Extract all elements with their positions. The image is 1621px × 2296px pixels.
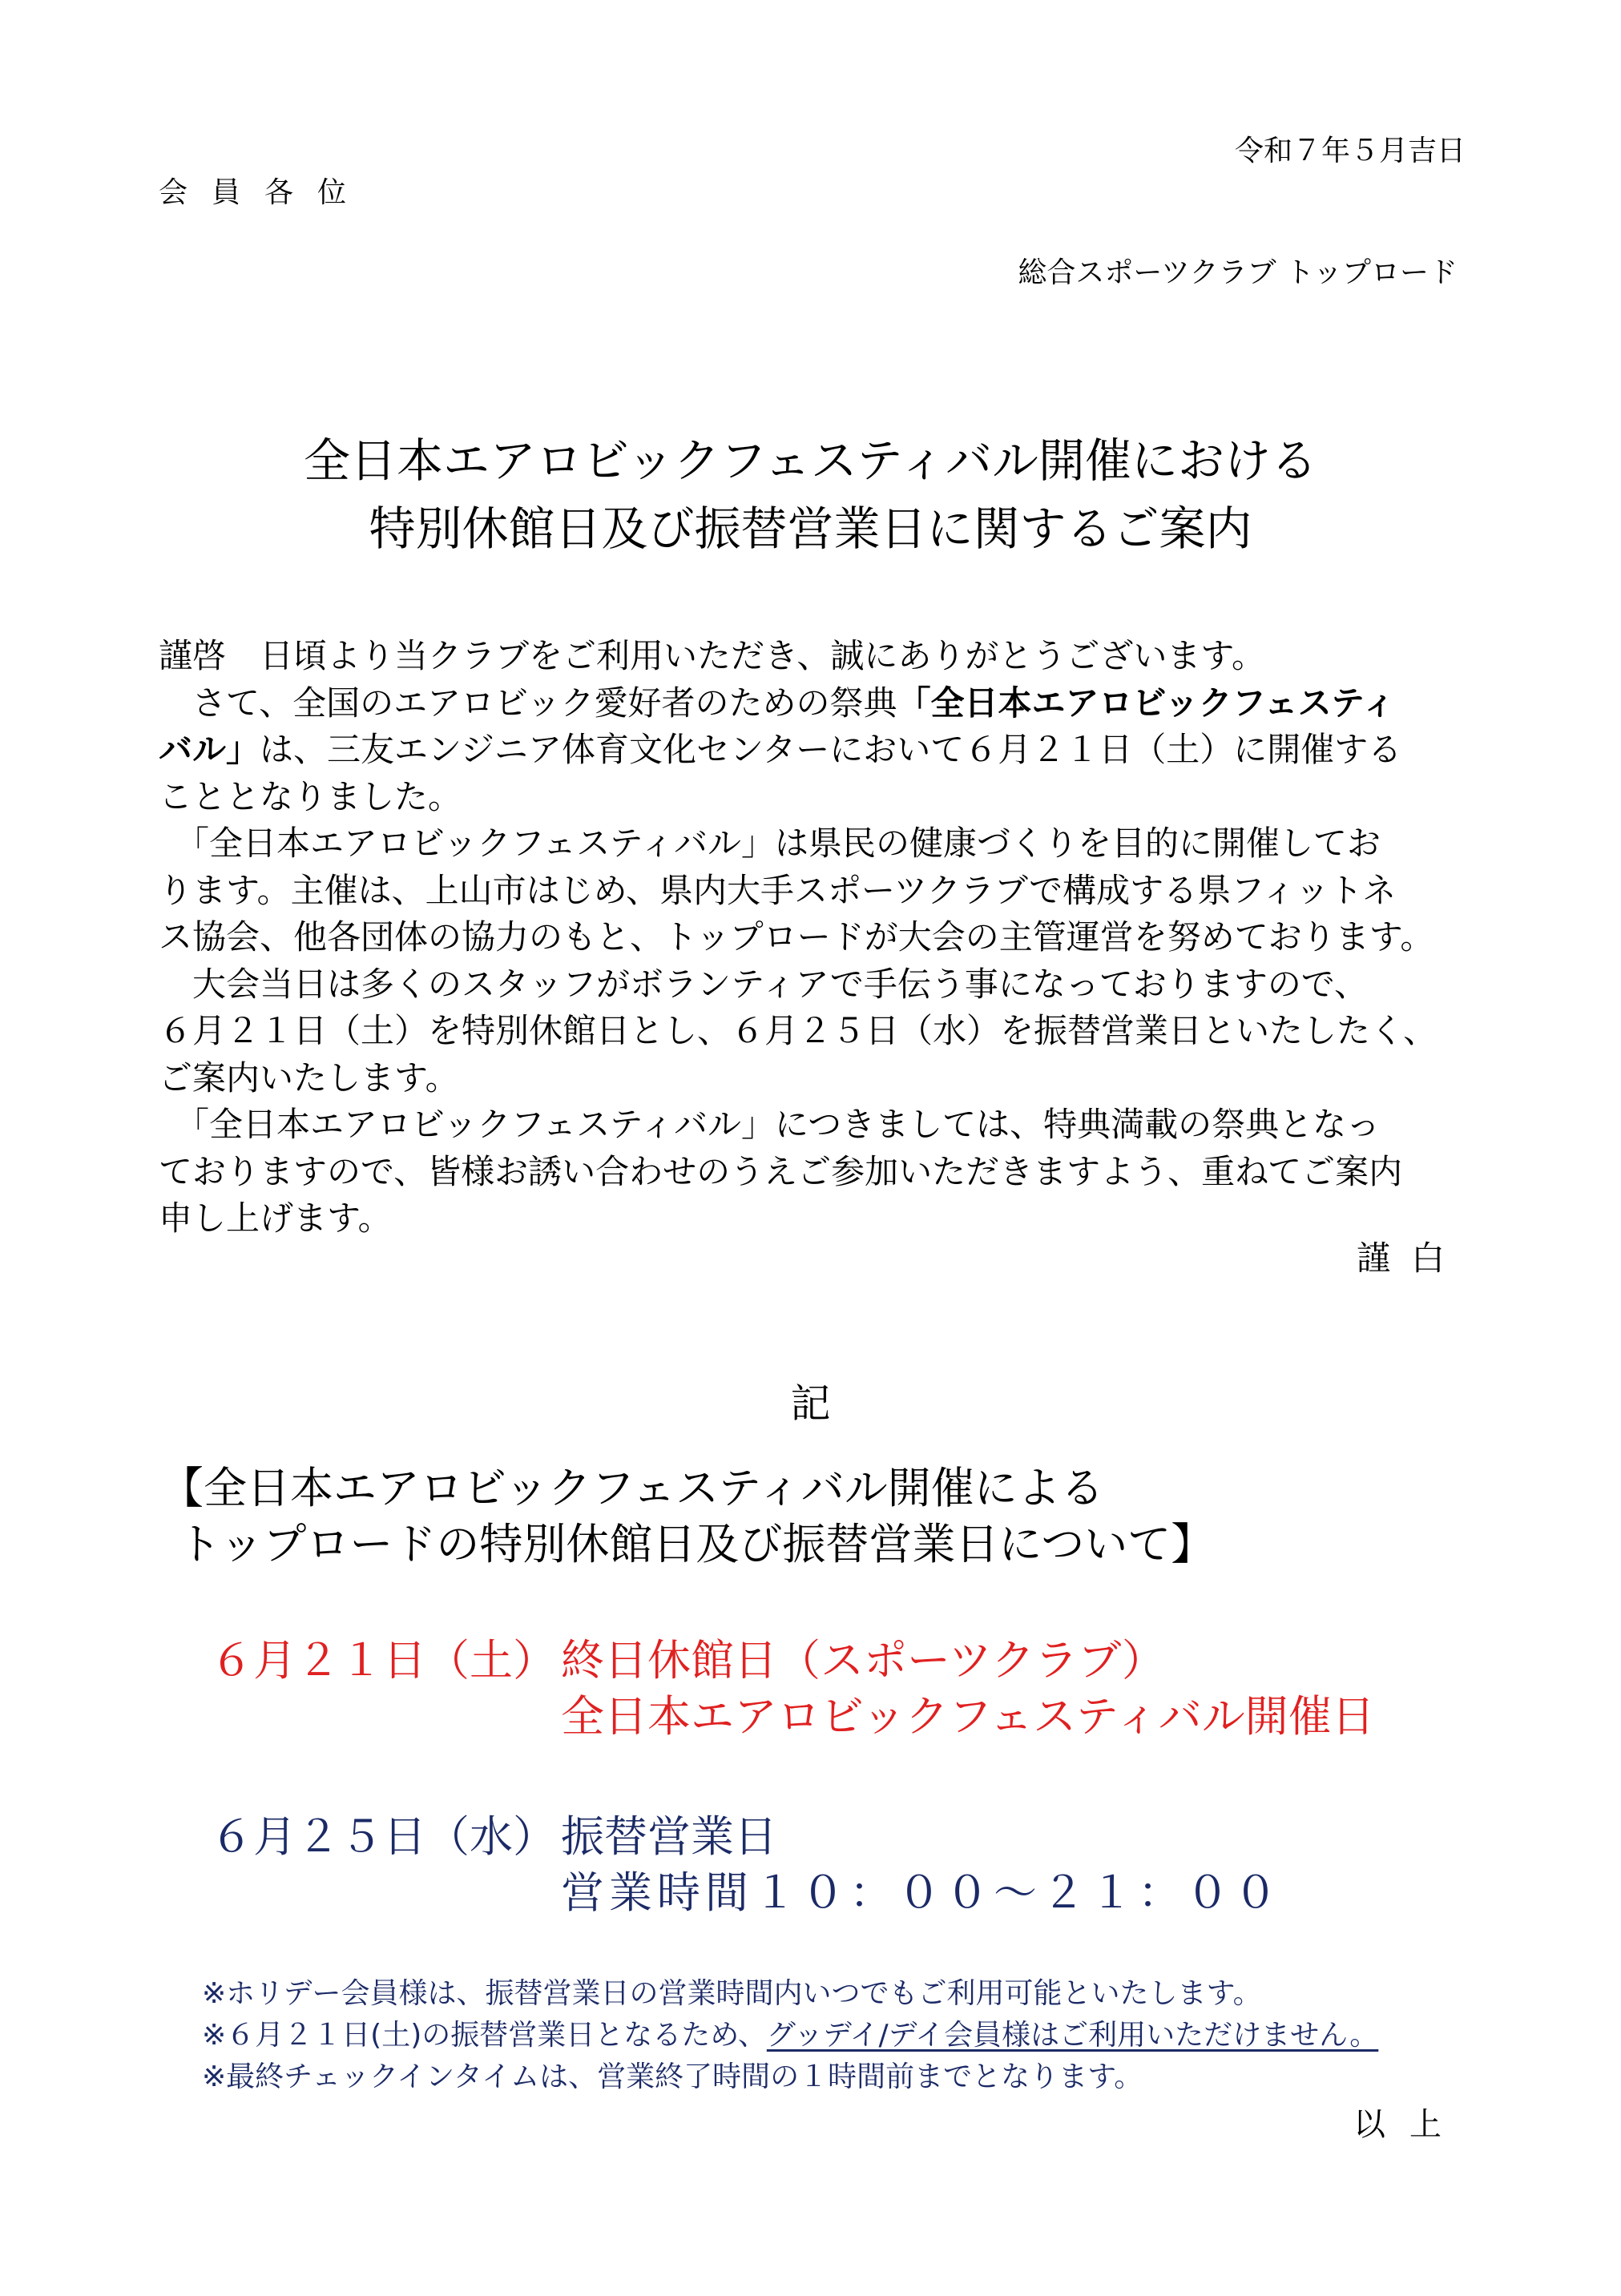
body-line: こととなりました。 xyxy=(159,776,462,816)
note-underlined: グッデイ/デイ会員様はご利用いただけません。 xyxy=(766,2019,1379,2052)
body-line: 謹啓 日頃より当クラブをご利用いただき、誠にありがとうございます。 xyxy=(159,636,1265,675)
closed-label: 終日休館日（スポーツクラブ） xyxy=(561,1635,1165,1686)
notice-heading: 記 xyxy=(790,1380,831,1427)
recipient: 会員各位 xyxy=(159,176,371,209)
document-title-line2: 特別休館日及び振替営業日に関するご案内 xyxy=(369,501,1252,556)
note-day-members: ※６月２１日(土)の振替営業日となるため、グッデイ/デイ会員様はご利用いただけません。 xyxy=(202,2019,1379,2052)
body-line: ておりますので、皆様お誘い合わせのうえご参加いただきますよう、重ねてご案内 xyxy=(159,1151,1403,1191)
festival-name-bold: バル」 xyxy=(159,730,260,769)
body-line: 「全日本エアロビックフェスティバル」につきましては、特典満載の祭典となっ xyxy=(159,1105,1381,1144)
body-line: 「全日本エアロビックフェスティバル」は県民の健康づくりを目的に開催してお xyxy=(159,824,1381,863)
open-label: 振替営業日 xyxy=(561,1811,777,1862)
document-date: 令和７年５月吉日 xyxy=(1234,135,1466,167)
notice-subtitle-line2: トップロードの特別休館日及び振替営業日について】 xyxy=(178,1519,1215,1569)
closed-description: 全日本エアロビックフェスティバル開催日 xyxy=(561,1691,1375,1742)
body-line: 申し上げます。 xyxy=(159,1198,392,1238)
open-date: ６月２５日（水） xyxy=(210,1811,556,1862)
closed-date: ６月２１日（土） xyxy=(210,1635,556,1686)
closing-phrase: 謹白 xyxy=(1356,1239,1466,1278)
note-holiday-members: ※ホリデー会員様は、振替営業日の営業時間内いつでもご利用可能といたします。 xyxy=(202,1977,1262,2010)
body-line: ご案内いたします。 xyxy=(159,1057,459,1098)
festival-name-bold: 「全日本エアロビックフェスティ xyxy=(897,683,1396,723)
body-line: 大会当日は多くのスタッフがボランティアで手伝う事になっておりますので、 xyxy=(159,964,1369,1004)
sender: 総合スポーツクラブ トップロード xyxy=(1018,256,1458,289)
body-line: ス協会、他各団体の協力のもと、トップロードが大会の主管運営を努めております。 xyxy=(159,917,1434,957)
letter-body xyxy=(159,633,1466,1243)
body-line: さて、全国のエアロビック愛好者のための祭典「全日本エアロビックフェスティ xyxy=(159,683,1396,723)
end-mark: 以上 xyxy=(1353,2106,1466,2143)
notice-subtitle-line1: 【全日本エアロビックフェスティバル開催による xyxy=(160,1463,1104,1513)
open-hours: 営業時間１０：００～２１：００ xyxy=(561,1867,1282,1918)
document-title-line1: 全日本エアロビックフェスティバル開催における xyxy=(304,433,1317,488)
body-line: ６月２１日（土）を特別休館日とし、６月２５日（水）を振替営業日といたしたく、 xyxy=(159,1011,1438,1050)
body-line: ります。主催は、上山市はじめ、県内大手スポーツクラブで構成する県フィットネ xyxy=(159,870,1397,910)
note-checkin: ※最終チェックインタイムは、営業終了時間の１時間前までとなります。 xyxy=(202,2060,1143,2093)
body-line: バル」は、三友エンジニア体育文化センターにおいて６月２１日（土）に開催する xyxy=(159,730,1402,769)
